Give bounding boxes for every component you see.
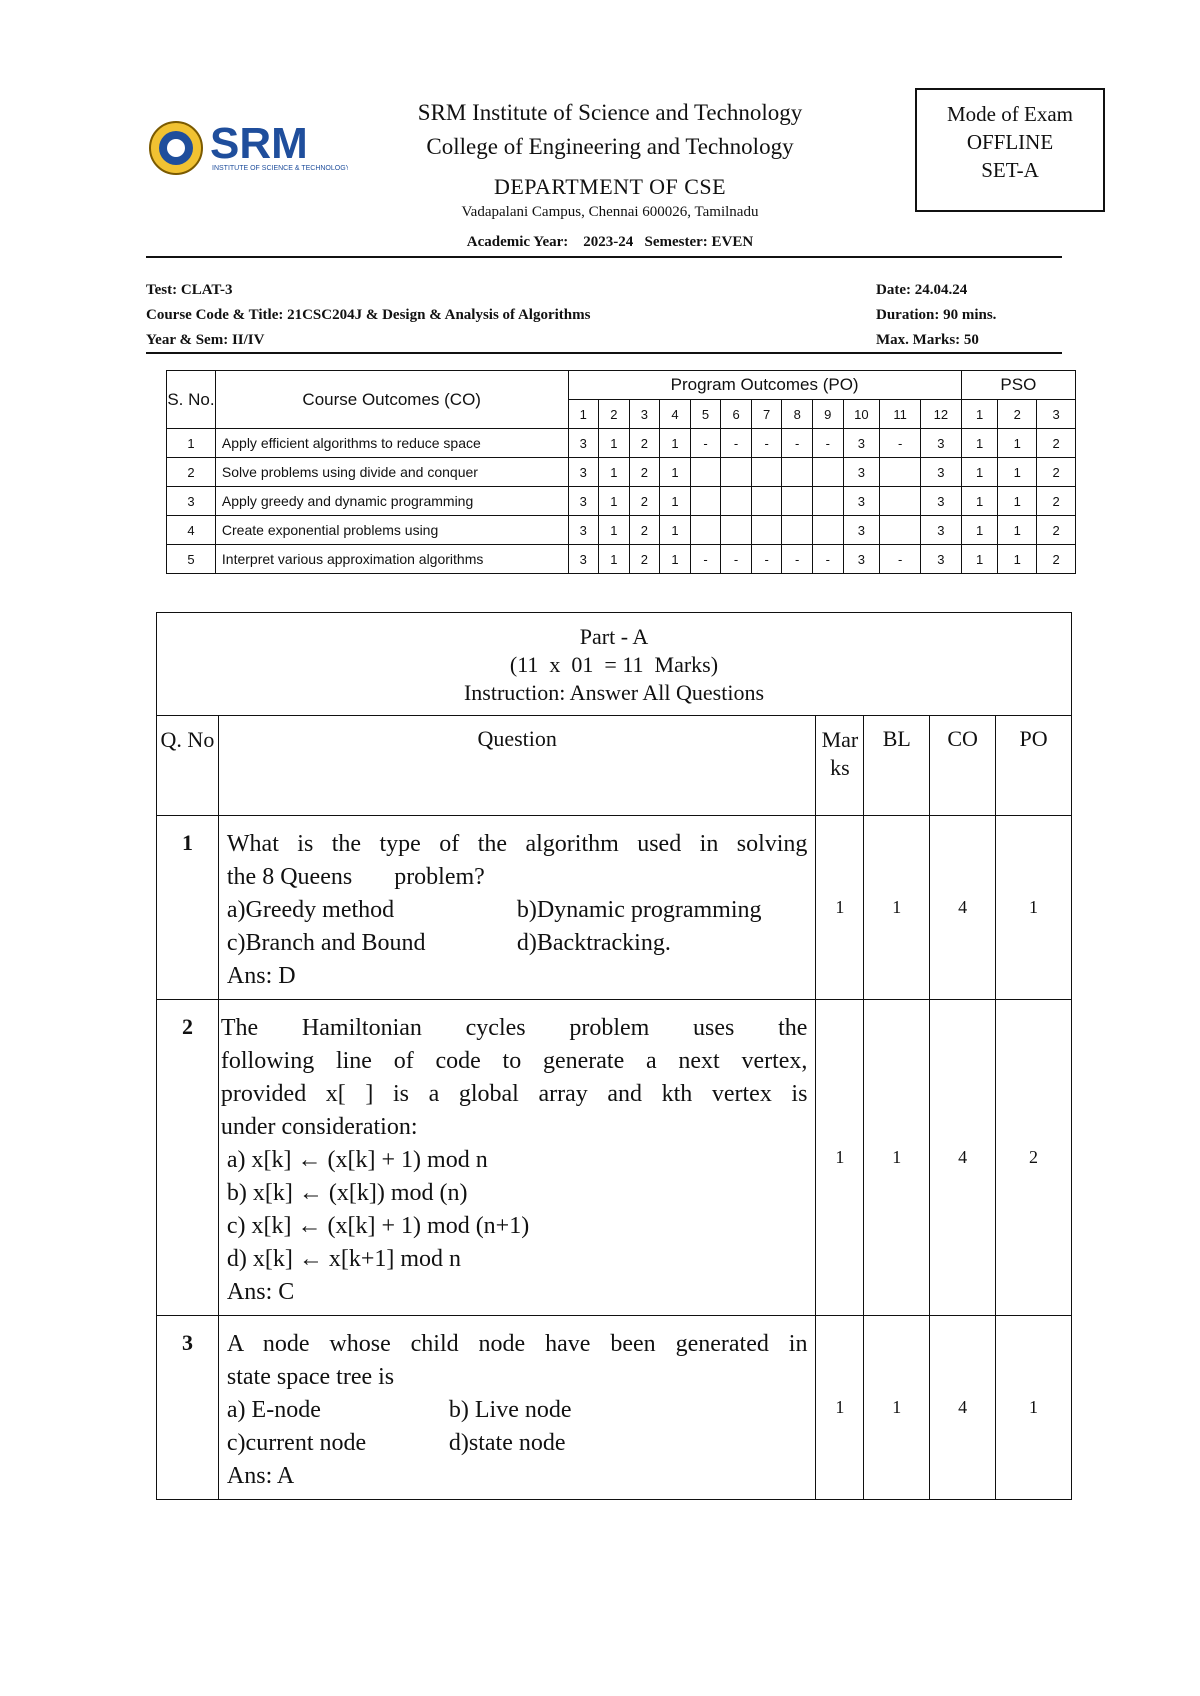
mode-label: Mode of Exam bbox=[947, 102, 1073, 126]
option-a: a)Greedy method bbox=[226, 897, 395, 923]
question-number: 1 bbox=[157, 816, 219, 1000]
co-number: 2 bbox=[167, 458, 216, 487]
mapping-value: - bbox=[782, 429, 813, 458]
option-a: a) x[k] ← (x[k] + 1) mod n bbox=[226, 1147, 488, 1173]
college-name: College of Engineering and Technology bbox=[426, 134, 794, 159]
co-table-body bbox=[167, 429, 1076, 574]
question-line: following line of code to generate a next vertex, bbox=[220, 1048, 808, 1074]
question-row bbox=[157, 816, 1072, 1000]
co-number: 3 bbox=[167, 487, 216, 516]
mapping-value: 1 bbox=[961, 429, 998, 458]
mapping-value: 1 bbox=[998, 516, 1037, 545]
po-value: 1 bbox=[996, 816, 1072, 1000]
mapping-value: 1 bbox=[660, 429, 691, 458]
mapping-value bbox=[813, 487, 844, 516]
question-text bbox=[218, 1316, 816, 1500]
srm-logo bbox=[148, 118, 348, 180]
mapping-value: 1 bbox=[660, 487, 691, 516]
marks-value: 1 bbox=[816, 1000, 864, 1316]
part-a-heading bbox=[157, 613, 1072, 716]
mapping-value: 2 bbox=[1037, 516, 1076, 545]
academic-year: Academic Year: 2023-24 Semester: EVEN bbox=[466, 234, 754, 250]
co-value: 4 bbox=[930, 816, 996, 1000]
part-a-title: Part - A bbox=[579, 624, 649, 649]
mapping-value bbox=[721, 458, 752, 487]
co-row bbox=[167, 487, 1076, 516]
mapping-value: 3 bbox=[920, 516, 961, 545]
mapping-value: - bbox=[880, 545, 921, 574]
mapping-value: - bbox=[782, 545, 813, 574]
mapping-value: 1 bbox=[599, 516, 630, 545]
po-number: 2 bbox=[599, 400, 630, 429]
bl-value: 1 bbox=[864, 816, 930, 1000]
co-header: Course Outcomes (CO) bbox=[215, 371, 568, 429]
question-line: the 8 Queens problem? bbox=[226, 864, 485, 890]
mapping-value bbox=[880, 487, 921, 516]
po-number: 5 bbox=[690, 400, 721, 429]
co-number: 4 bbox=[167, 516, 216, 545]
mapping-value: 1 bbox=[998, 545, 1037, 574]
question-line: under consideration: bbox=[220, 1114, 418, 1140]
mapping-value: - bbox=[690, 545, 721, 574]
mapping-value: 2 bbox=[629, 458, 660, 487]
department-name: DEPARTMENT OF CSE bbox=[493, 174, 727, 199]
option-b: b) x[k] ← (x[k]) mod (n) bbox=[226, 1180, 468, 1206]
co-value: 4 bbox=[930, 1000, 996, 1316]
mapping-value bbox=[721, 487, 752, 516]
mapping-value: 3 bbox=[843, 458, 880, 487]
po-number: 6 bbox=[721, 400, 752, 429]
option-c: c)current node bbox=[226, 1430, 367, 1456]
mapping-value: 1 bbox=[961, 545, 998, 574]
option-d: d)state node bbox=[448, 1430, 566, 1456]
max-marks: Max. Marks: 50 bbox=[876, 332, 979, 348]
mapping-value: 3 bbox=[920, 429, 961, 458]
answer: Ans: A bbox=[226, 1463, 295, 1489]
mapping-value bbox=[690, 458, 721, 487]
po-header: Program Outcomes (PO) bbox=[568, 371, 961, 400]
marks-value: 1 bbox=[816, 816, 864, 1000]
mapping-value: 1 bbox=[599, 458, 630, 487]
option-c: c)Branch and Bound bbox=[226, 930, 426, 956]
campus-address: Vadapalani Campus, Chennai 600026, Tamilnadu bbox=[461, 204, 759, 220]
pso-number: 1 bbox=[961, 400, 998, 429]
mapping-value: 1 bbox=[660, 458, 691, 487]
option-d: d)Backtracking. bbox=[516, 930, 671, 956]
mode-value: OFFLINE bbox=[966, 130, 1054, 154]
mapping-value: 1 bbox=[998, 429, 1037, 458]
option-row bbox=[227, 1394, 808, 1427]
option-row bbox=[227, 927, 808, 960]
mapping-value: 2 bbox=[629, 545, 660, 574]
part-a-instruction: Instruction: Answer All Questions bbox=[463, 680, 765, 705]
po-number: 4 bbox=[660, 400, 691, 429]
po-number: 3 bbox=[629, 400, 660, 429]
question-header: Question bbox=[218, 716, 816, 816]
answer: Ans: C bbox=[226, 1279, 295, 1305]
mapping-value: 3 bbox=[568, 516, 599, 545]
question-text bbox=[218, 1000, 816, 1316]
exam-date: Date: 24.04.24 bbox=[876, 282, 968, 298]
question-line: What is the type of the algorithm used in solving bbox=[226, 831, 808, 857]
mapping-value: 2 bbox=[1037, 458, 1076, 487]
mapping-value: - bbox=[751, 429, 782, 458]
mapping-value: 3 bbox=[568, 487, 599, 516]
answer: Ans: D bbox=[226, 963, 296, 989]
option-b: b)Dynamic programming bbox=[516, 897, 762, 923]
question-row bbox=[157, 1316, 1072, 1500]
question-row bbox=[157, 1000, 1072, 1316]
svg-text:INSTITUTE OF SCIENCE & TECHNOL: INSTITUTE OF SCIENCE & TECHNOLOGY bbox=[212, 165, 348, 172]
mapping-value: 1 bbox=[998, 487, 1037, 516]
question-number: 3 bbox=[157, 1316, 219, 1500]
mapping-value bbox=[782, 487, 813, 516]
option-row bbox=[227, 894, 808, 927]
po-col-header: PO bbox=[996, 716, 1072, 816]
marks-header: Marks bbox=[816, 716, 864, 816]
mapping-value: 3 bbox=[920, 545, 961, 574]
co-number: 1 bbox=[167, 429, 216, 458]
meta-rule bbox=[146, 352, 1062, 354]
po-value: 1 bbox=[996, 1316, 1072, 1500]
bl-value: 1 bbox=[864, 1000, 930, 1316]
exam-duration: Duration: 90 mins. bbox=[876, 307, 997, 323]
option-a: a) E-node bbox=[226, 1397, 321, 1423]
bl-header: BL bbox=[864, 716, 930, 816]
mapping-value: - bbox=[721, 545, 752, 574]
po-value: 2 bbox=[996, 1000, 1072, 1316]
qno-header: Q. No bbox=[157, 716, 219, 816]
mapping-value: 3 bbox=[568, 545, 599, 574]
mapping-value bbox=[721, 516, 752, 545]
mapping-value: 3 bbox=[843, 487, 880, 516]
mapping-value: - bbox=[880, 429, 921, 458]
mapping-value: - bbox=[813, 545, 844, 574]
co-row bbox=[167, 458, 1076, 487]
option-b: b) Live node bbox=[448, 1397, 572, 1423]
mapping-value bbox=[782, 458, 813, 487]
mapping-value: 3 bbox=[568, 458, 599, 487]
po-number: 8 bbox=[782, 400, 813, 429]
co-number: 5 bbox=[167, 545, 216, 574]
mapping-value: 2 bbox=[1037, 545, 1076, 574]
mapping-value: 3 bbox=[843, 429, 880, 458]
pso-number: 2 bbox=[998, 400, 1037, 429]
svg-text:SRM: SRM bbox=[210, 119, 308, 168]
co-description: Apply efficient algorithms to reduce space bbox=[215, 429, 568, 458]
po-number: 11 bbox=[880, 400, 921, 429]
co-description: Apply greedy and dynamic programming bbox=[215, 487, 568, 516]
test-label: Test: CLAT-3 bbox=[146, 282, 233, 298]
mapping-value: 1 bbox=[599, 487, 630, 516]
mapping-value bbox=[813, 516, 844, 545]
mapping-value: 2 bbox=[629, 516, 660, 545]
mapping-value: 3 bbox=[920, 487, 961, 516]
mapping-value: 2 bbox=[629, 429, 660, 458]
co-row bbox=[167, 429, 1076, 458]
mapping-value: - bbox=[813, 429, 844, 458]
year-sem: Year & Sem: II/IV bbox=[146, 332, 265, 348]
option-c: c) x[k] ← (x[k] + 1) mod (n+1) bbox=[226, 1213, 530, 1239]
question-number: 2 bbox=[157, 1000, 219, 1316]
pso-number: 3 bbox=[1037, 400, 1076, 429]
mapping-value bbox=[751, 458, 782, 487]
institute-name: SRM Institute of Science and Technology bbox=[417, 100, 803, 125]
sno-header: S. No. bbox=[167, 371, 216, 429]
po-number: 10 bbox=[843, 400, 880, 429]
mapping-value: 1 bbox=[660, 545, 691, 574]
mapping-value: 1 bbox=[961, 487, 998, 516]
exam-mode-box bbox=[915, 88, 1105, 212]
mapping-value bbox=[880, 458, 921, 487]
co-description: Solve problems using divide and conquer bbox=[215, 458, 568, 487]
question-line: provided x[ ] is a global array and kth vertex is bbox=[220, 1081, 808, 1107]
co-row bbox=[167, 516, 1076, 545]
mapping-value: 1 bbox=[961, 458, 998, 487]
co-description: Interpret various approximation algorithms bbox=[215, 545, 568, 574]
part-a-table bbox=[156, 612, 1072, 1500]
po-number: 7 bbox=[751, 400, 782, 429]
marks-value: 1 bbox=[816, 1316, 864, 1500]
course-outcome-table bbox=[166, 370, 1076, 574]
mapping-value: - bbox=[751, 545, 782, 574]
option-row bbox=[227, 1427, 808, 1460]
po-number: 1 bbox=[568, 400, 599, 429]
co-row bbox=[167, 545, 1076, 574]
mapping-value bbox=[751, 516, 782, 545]
mapping-value: 1 bbox=[599, 545, 630, 574]
question-text bbox=[218, 816, 816, 1000]
mapping-value bbox=[782, 516, 813, 545]
question-line: The Hamiltonian cycles problem uses the bbox=[220, 1015, 808, 1041]
question-line: state space tree is bbox=[226, 1364, 395, 1390]
mapping-value: - bbox=[690, 429, 721, 458]
mapping-value: 2 bbox=[629, 487, 660, 516]
mapping-value: 3 bbox=[843, 516, 880, 545]
mapping-value: 3 bbox=[568, 429, 599, 458]
set-value: SET-A bbox=[981, 158, 1039, 182]
header-rule bbox=[146, 256, 1062, 258]
question-line: A node whose child node have been generated in bbox=[226, 1331, 808, 1357]
mapping-value: 3 bbox=[920, 458, 961, 487]
pso-header: PSO bbox=[961, 371, 1075, 400]
part-a-marks: (11 x 01 = 11 Marks) bbox=[509, 652, 719, 677]
mapping-value bbox=[690, 487, 721, 516]
mapping-value: 2 bbox=[1037, 429, 1076, 458]
mapping-value: - bbox=[721, 429, 752, 458]
bl-value: 1 bbox=[864, 1316, 930, 1500]
co-value: 4 bbox=[930, 1316, 996, 1500]
mapping-value bbox=[813, 458, 844, 487]
mapping-value: 3 bbox=[843, 545, 880, 574]
co-description: Create exponential problems using bbox=[215, 516, 568, 545]
po-number: 9 bbox=[813, 400, 844, 429]
po-number: 12 bbox=[920, 400, 961, 429]
mapping-value bbox=[880, 516, 921, 545]
mapping-value bbox=[690, 516, 721, 545]
co-col-header: CO bbox=[930, 716, 996, 816]
mapping-value: 1 bbox=[961, 516, 998, 545]
mapping-value bbox=[751, 487, 782, 516]
option-d: d) x[k] ← x[k+1] mod n bbox=[226, 1246, 462, 1272]
mapping-value: 1 bbox=[660, 516, 691, 545]
mapping-value: 2 bbox=[1037, 487, 1076, 516]
mapping-value: 1 bbox=[599, 429, 630, 458]
mapping-value: 1 bbox=[998, 458, 1037, 487]
course-title: Course Code & Title: 21CSC204J & Design & Analysis of Algorithms bbox=[146, 307, 591, 323]
